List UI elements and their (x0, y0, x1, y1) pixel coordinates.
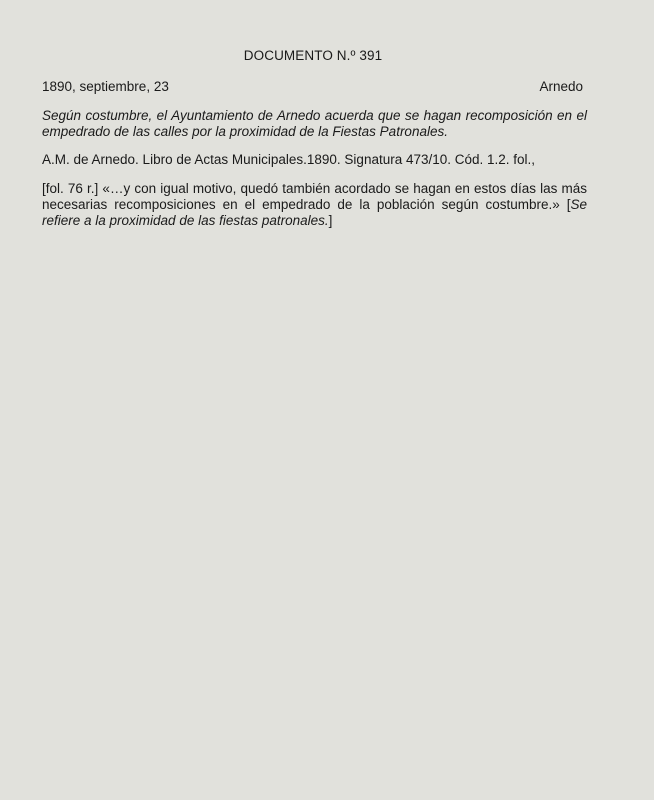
document-place: Arnedo (539, 79, 583, 94)
document-summary: Según costumbre, el Ayuntamiento de Arnedo acuerda que se hagan recomposición en el empedrado de las calles por la proximidad de la Fiestas Patronales. (42, 108, 587, 139)
archive-source: A.M. de Arnedo. Libro de Actas Municipales.1890. Signatura 473/10. Cód. 1.2. fol., (42, 152, 536, 167)
date-place-line (42, 79, 583, 94)
document-title: DOCUMENTO N.º 391 (243, 48, 383, 63)
editor-note: Se refiere a la proximidad de las fiestas patronales. (42, 197, 587, 228)
document-date: 1890, septiembre, 23 (42, 79, 169, 94)
transcription-paragraph (42, 181, 587, 229)
transcription-text: [fol. 76 r.] «…y con igual motivo, quedó también acordado se hagan en estos días las más necesarias recomposiciones en el empedrado de la población según costumbre.» [ (42, 181, 587, 212)
bracket-close: ] (328, 213, 333, 228)
